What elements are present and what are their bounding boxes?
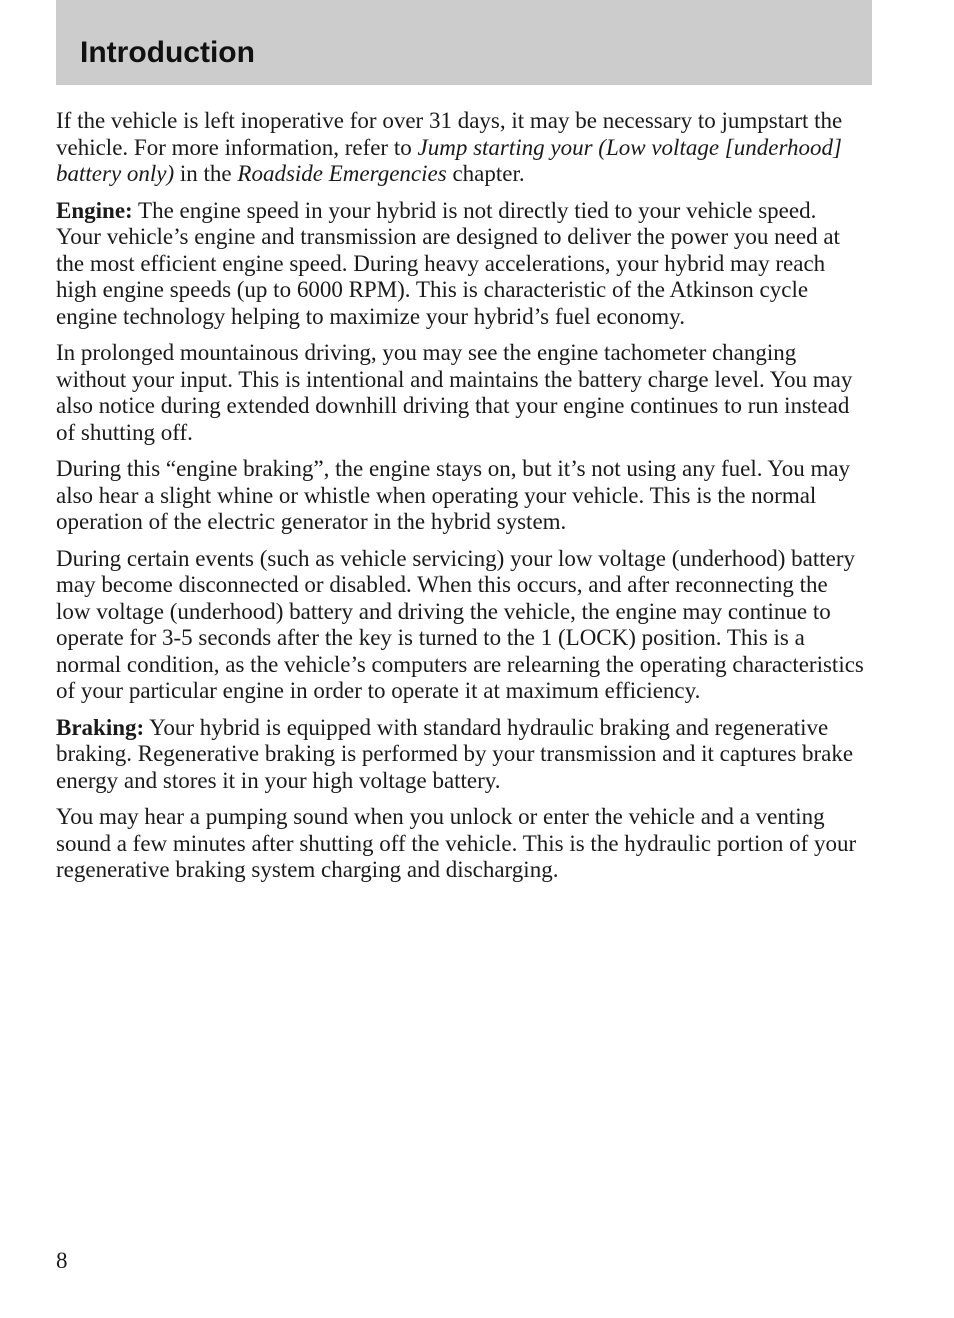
cross-reference-topic: Jump starting your (Low voltage [underhood] battery only): [56, 134, 842, 186]
paragraph-text: Your hybrid is equipped with standard hydraulic braking and regenerative braking. Regenerative braking is performed by your transmission and it captures brake energy and stores it in your high voltage battery.: [56, 714, 854, 793]
body-content: [56, 108, 864, 894]
paragraph-jumpstart: [56, 108, 864, 188]
cross-reference-chapter: Roadside Emergencies: [237, 161, 447, 186]
paragraph-lead-engine: Engine:: [56, 197, 133, 223]
section-header-band: [56, 0, 872, 85]
paragraph-lead-braking: Braking:: [56, 714, 145, 740]
paragraph-engine-braking: During this “engine braking”, the engine stays on, but it’s not using any fuel. You may also hear a slight whine or whistle when operating your vehicle. This is the normal operation of the electric generator in the hybrid system.: [56, 456, 851, 534]
paragraph-mountainous-driving: In prolonged mountainous driving, you may see the engine tachometer changing without your input. This is intentional and maintains the battery charge level. You may also notice during extended downhill driving that your engine continues to run instead of shutting off.: [56, 340, 853, 445]
paragraph-text: If the vehicle is left inoperative for over 31 days, it may be necessary to jumpstart the vehicle. For more information, refer to: [56, 108, 843, 160]
paragraph-braking: [56, 715, 864, 795]
paragraph-text: chapter.: [446, 161, 525, 186]
section-title: Introduction: [80, 36, 255, 69]
paragraph-engine: [56, 198, 864, 331]
page-number: 8: [56, 1248, 68, 1273]
paragraph-text: in the: [174, 161, 238, 186]
paragraph-battery-disconnect: During certain events (such as vehicle servicing) your low voltage (underhood) battery may become disconnected or disabled. When this occurs, and after reconnecting the low voltage (underhood) battery and driving the vehicle, the engine may continue to operate for 3-5 seconds after the key is turned to the 1 (LOCK) position. This is a normal condition, as the vehicle’s computers are relearning the operating characteristics of your particular engine in order to operate it at maximum efficiency.: [56, 545, 864, 703]
paragraph-text: The engine speed in your hybrid is not directly tied to your vehicle speed. Your vehicle’s engine and transmission are designed to deliver the power you need at the most efficient engine speed. During heavy accelerations, your hybrid may reach high engine speeds (up to 6000 RPM). This is characteristic of the Atkinson cycle engine technology helping to maximize your hybrid’s fuel economy.: [56, 197, 840, 329]
paragraph-pumping-sound: You may hear a pumping sound when you unlock or enter the vehicle and a venting sound a few minutes after shutting off the vehicle. This is the hydraulic portion of your regenerative braking system charging and discharging.: [56, 804, 857, 882]
